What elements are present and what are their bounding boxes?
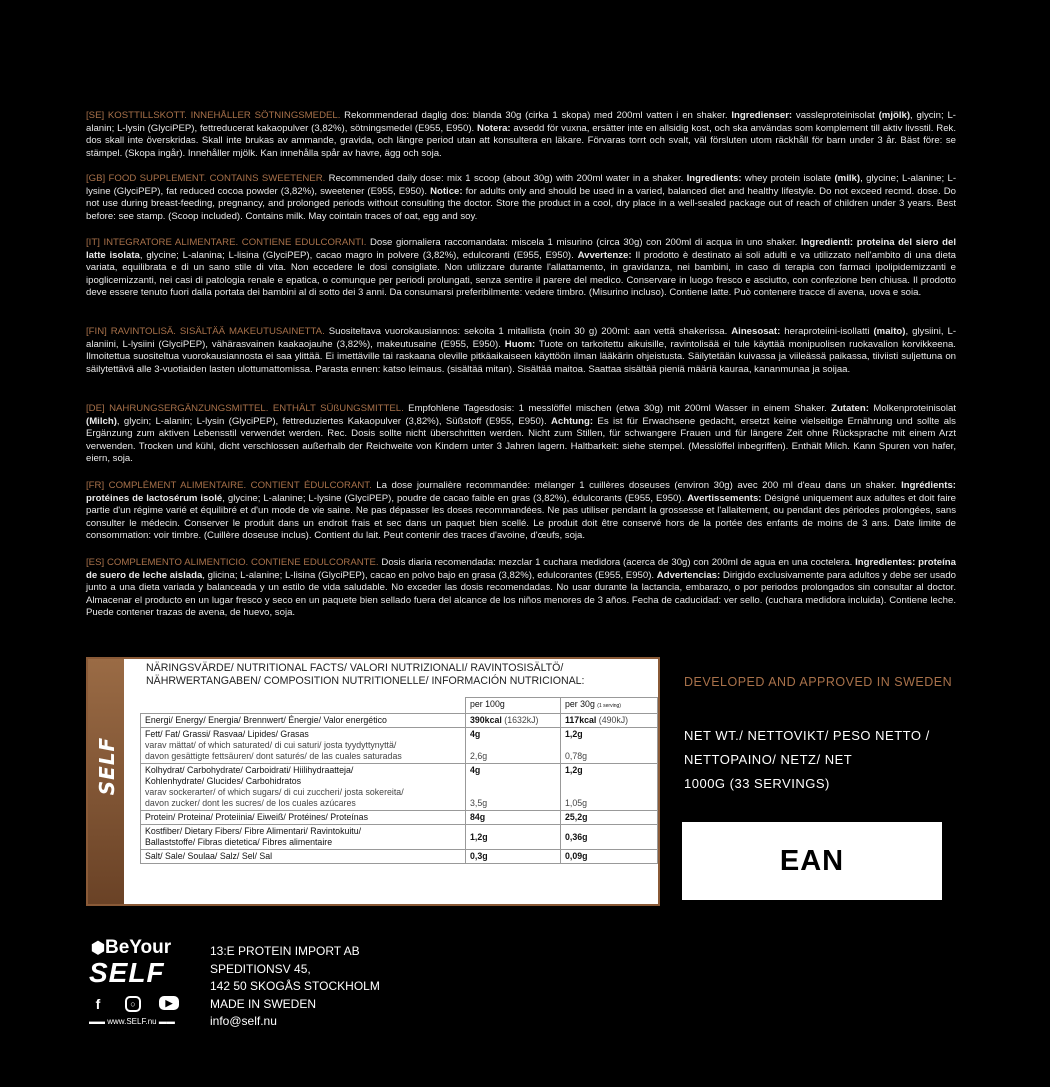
youtube-icon[interactable]: ▶ [159,996,179,1010]
net-weight-line2: NETTOPAINO/ NETZ/ NET [684,752,853,767]
carb-label-1: Kolhydrat/ Carbohydrate/ Carboidrati/ Hiilihydraatteja/ [145,765,354,775]
bold-text: (Milch) [86,415,117,427]
bold-text: Advertencias: [656,569,721,581]
paragraph-it [86,237,956,300]
beyour-logo: ⬢BeYour [91,937,172,958]
nutrition-heading-line1: NÄRINGSVÄRDE/ NUTRITIONAL FACTS/ VALORI NUTRIZIONALI/ RAVINTOSISÄLTÖ/ [146,662,564,674]
body-text: for adults only and should be used in a varied, balanced diet and healthy lifestyle. Do not exceed recmd. dose. Do not use during breast-feeding, pregnancy, and prolonged periods without consulting the doctor. Store the product in a cool, dry place in a well-sealed package out of reach of children under 3 years. Best before: see stamp. (Scoop included). Contains milk. May cointain traces of oat, egg and soy. [86,185,956,222]
fiber-label-1: Kostfiber/ Dietary Fibers/ Fibre Alimentari/ Ravintokuitu/ [145,826,362,836]
body-text: avsedd för vuxna, ersätter inte en allsidig kost, och ska användas som komplement till aktiv livsstil. Rek. dos skall inte överskridas. Skall inte brukas av ammande, gravida, och längre period utan att konsultera en läkare. Förvaras torrt och svalt, väl försluten utom räckhåll för barn under 3 år. Bäst före: se stämpel. (Skopa ingår). Innehåller mjölk. Kan innehålla spår av havre, ägg och soja. [86,122,956,159]
body-text: , glycin; L-alanin; L-lysin (GlyciPEP), fettreduziertes Kakaopulver (3,82%), Süßstoff (E955, E950). [116,415,551,427]
energy-30: 117kcal (490kJ) [561,714,658,728]
made-in-sweden: MADE IN SWEDEN [210,996,317,1011]
bold-text: Notera: [477,122,511,134]
protein-label: Protein/ Proteina/ Proteiinia/ Eiweiß/ Protéines/ Proteínas [141,811,466,825]
nutrition-facts-box [86,657,660,906]
body-text: Tuote on tarkoitettu aikuisille, ravintolisää ei tule käyttää monipuolisen ruokavalion korvikkeena. Ilmoitettua suositeltua vuorokausiannosta ei saa ylittää. Ei imettäville tai raskaana oleville pitkäaikaiseen käyttöön ilman lääkärin ohjeistusta. Säilytetään kuivassa ja viileässä paikassa, tiiviisti suljettuna on säilytettävä alle 3-vuotiaiden lasten ulottumattomissa. Parasta ennen: katso leimaus. (sisältää mitan). Sisältää maitoa. Saattaa sisältää pieniä määriä kauraa, kananmunaa ja soijaa. [86,338,956,375]
instagram-icon[interactable]: ○ [125,996,141,1012]
address-city: 142 50 SKOGÅS STOCKHOLM [210,979,380,993]
body-text: Dosis diaria recomendada: mezclar 1 cuchara medidora (acerca de 30g) con 200ml de agua en una coctelera. [378,557,856,568]
salt-100: 0,3g [466,850,561,864]
carb-30: 1,2g [565,765,583,775]
bold-text: Notice: [430,185,463,197]
bold-text: Ingredients: [686,173,742,184]
bold-text: Zutaten: [831,403,869,414]
table-header-row [141,698,658,714]
email-link[interactable]: info@self.nu [210,1014,277,1028]
bold-text: Ingredienser: [731,110,793,121]
body-text: , glysiini, L-alaniini, L-lysiini (GlyciPEP), vähärasvainen kaakaojauhe (3,82%), makeutusaine (E955, E950). [86,326,957,350]
bold-text: Ingrédients: protéines de lactosérum isolé [86,480,956,504]
col-per-30g: per 30g (1 serving) [561,698,658,714]
energy-100: 390kcal (1632kJ) [466,714,561,728]
paragraph-se [86,110,956,160]
facebook-icon[interactable]: f [95,996,101,1012]
paragraph-fin [86,326,956,376]
paragraph-heading: [GB] FOOD SUPPLEMENT. CONTAINS SWEETENER. [86,173,326,184]
bold-text: Ainesosat: [731,326,781,337]
paragraph-heading: [ES] COMPLEMENTO ALIMENTICIO. CONTIENE EDULCORANTE. [86,557,379,568]
body-text: , glycine; L-alanina; L-lisina (GlyciPEP), cacao magro in polvere (3,82%), edulcoranti (E955, E950). [139,249,578,261]
fiber-label-2: Ballaststoffe/ Fibras dietetica/ Fibres alimentaire [145,837,333,847]
paragraph-fr [86,480,956,543]
fat-label: Fett/ Fat/ Grassi/ Rasvaa/ Lipides/ Grasas [145,729,309,739]
paragraph-heading: [IT] INTEGRATORE ALIMENTARE. CONTIENE EDULCORANTI. [86,237,367,248]
table-row-salt [141,850,658,864]
bold-text: Huom: [504,338,536,350]
developed-in-sweden: DEVELOPED AND APPROVED IN SWEDEN [684,675,953,689]
body-text: Dose giornaliera raccomandata: miscela 1 misurino (circa 30g) con 200ml di acqua in uno shaker. [366,237,801,248]
salt-label: Salt/ Sale/ Soulaa/ Salz/ Sel/ Sal [141,850,466,864]
nutrition-heading-line2: NÄHRWERTANGABEN/ COMPOSITION NUTRITIONELLE/ INFORMACIÓN NUTRICIONAL: [146,675,585,687]
bold-text: (mjölk) [878,110,911,121]
address-street: SPEDITIONSV 45, [210,961,311,976]
company-address [210,943,380,1031]
body-text: whey protein isolate [741,173,835,184]
table-row-fiber [141,825,658,850]
net-weight-value: 1000G (33 SERVINGS) [684,776,830,791]
bold-text: Achtung: [550,415,594,427]
saturated-30: 0,78g [565,751,588,761]
bold-text: Ingredientes: proteína de suero de leche aislada [86,557,956,581]
nutrition-brand-strip [88,659,124,904]
fat-30: 1,2g [565,729,583,739]
protein-30: 25,2g [561,811,658,825]
nutrition-heading [146,662,585,688]
paragraph-heading: [SE] KOSTTILLSKOTT. INNEHÅLLER SÖTNINGSMEDEL. [86,110,341,121]
body-text: , glicina; L-alanine; L-lisina (GlyciPEP), cacao en polvo bajo en grasa (3,82%), edulcorantes (E955, E950). [202,569,657,581]
body-text: Empfohlene Tagesdosis: 1 messlöffel mischen (etwa 30g) mit 200ml Wasser in einem Shaker. [403,403,832,414]
saturated-100: 2,6g [470,751,488,761]
body-text: Il prodotto è destinato ai soli adulti e va utilizzato nell'ambito di una dieta variata, equilibrata e di un sano stile di vita. Non eccedere le dosi consigliate. Non utilizzare durante l'allattamento, in gravidanza, nei bambini, in caso di terapia con farmaci ipolipidemizzanti e ipoglicemizzanti, nei casi di patologia renale e epatica, o comunque per periodi prolungati, senza sentire il parere del medico. Conservare in luogo fresco e asciutto, con confezione ben chiusa. Il prodotto deve essere tenuto fuori dalla portata dei bambini al di sotto dei 3 anni. Da consumarsi preferibilmente: vedere timbro. (Misurino incluso). Contiene latte. Può contenere tracce di avena, uova e soia. [86,249,956,299]
net-weight-line1: NET WT./ NETTOVIKT/ PESO NETTO / [684,728,930,743]
bold-text: (maito) [873,326,906,337]
energy-label: Energi/ Energy/ Energia/ Brennwert/ Énergie/ Valor energético [141,714,466,728]
body-text: vassleproteinisolat [792,110,879,121]
body-text: Es ist für Erwachsene gedacht, ersetzt keine vielseitige Ernährung und sollte als Ergänzung zum aktiven Lebensstil verwendet werden. Rec. Dosis sollte nicht überschritten werden. Nicht zum Stillen, für schwangere Frauen und für längere Zeit ohne Rücksprache mit einem Arzt verwenden. Trocken und kühl, dicht verschlossen außerhalb der Reichweite von Kindern unter 3 Jahren lagern. Haltbarkeit: siehe stempel. (Messlöffel inbegriffen). Enthält Milch. Kann Spuren von hafer, eiern, soja. [86,415,956,465]
sugar-30: 1,05g [565,798,588,808]
self-brand-vertical: SELF [95,736,119,796]
saturated-label-2: davon gesättigte fettsäuren/ dont saturés/ de las cuales saturadas [145,751,402,761]
body-text: , glycin; L-alanin; L-lysin (GlyciPEP), fettreducerat kakaopulver (3,82%), sötningsmedel (E955, E950). [86,110,956,134]
paragraph-gb [86,173,956,223]
table-row-energy [141,714,658,728]
self-logo: SELF [89,957,165,988]
body-text: Dirigido exclusivamente para adultos y debe ser usado junto a una dieta variada y balanceada y un estilo de vida saludable. No exceder las dosis recomendadas. No usar durante la lactancia, embarazo, o por periodos prolongados sin consultar al doctor. Almacenar el producto en un lugar fresco y seco en un paquete bien sellado fuera del alcance de los niños menores de 3 años. Fecha de caducidad: ver sello. (cuchara medidora incluida). Contiene leche. Puede contener trazas de avena, de huevo, soja. [86,569,956,619]
net-weight-block [684,724,930,796]
fiber-30: 0,36g [561,825,658,850]
nutrition-table [140,697,658,864]
paragraph-de [86,403,956,466]
bold-text: Avvertenze: [577,249,632,261]
ean-barcode-box: EAN [682,822,942,900]
logo-ring-icon: ⬢ [91,940,105,957]
table-row-carbohydrate [141,764,658,811]
table-row-fat [141,728,658,764]
paragraph-es [86,557,956,620]
fat-100: 4g [470,729,481,739]
fiber-100: 1,2g [466,825,561,850]
body-text: Suositeltava vuorokausiannos: sekoita 1 mitallista (noin 30 g) 200ml: aan vettä shakerissa. [324,326,732,337]
bold-text: Ingredienti: proteina del siero del latte isolata [86,237,956,261]
body-text: , glycine; L-alanine; L-lysine (GlyciPEP), fat reduced cocoa powder (3,82%), sweetener (E955, E950). [86,173,957,197]
paragraph-heading: [FIN] RAVINTOLISÄ. SISÄLTÄÄ MAKEUTUSAINETTA. [86,326,325,337]
protein-100: 84g [466,811,561,825]
salt-30: 0,09g [561,850,658,864]
body-text: Molkenproteinisolat [868,403,956,414]
body-text: Désigné uniquement aux adultes et doit faire partie d'un régime varié et équilibré et d'un mode de vie saine. Ne pas dépasser les doses recommandées. Ne pas utiliser pendant la grossesse et l'allaitement, ou pendant des périodes prolongées, sans consulter le médecin. Conserver le produit dans un endroit frais et sec dans un paquet bien scellé. Le produit doit être conservé hors de la portée des enfants de moins de 3 ans. Date limite de consommation: voir timbre. (Cuillère doseuse inclus). Contient du lait. Peut contenir des traces d'avoine, d'œufs, soja. [86,492,956,542]
body-text: , glycine; L-alanine; L-lysine (GlyciPEP), poudre de cacao faible en gras (3,82%), édulcorants (E955, E950). [222,492,688,504]
body-text: La dose journalière recommandée: mélanger 1 cuillères doseuses (environ 30g) avec 200 ml d'eau dans un shaker. [371,480,902,491]
carb-100: 4g [470,765,481,775]
website-link[interactable]: ▬▬ www.SELF.nu ▬▬ [89,1017,175,1026]
paragraph-heading: [DE] NAHRUNGSERGÄNZUNGSMITTEL. ENTHÄLT SÜßUNGSMITTEL. [86,403,404,414]
saturated-label-1: varav mättat/ of which saturated/ di cui saturi/ josta tyydyttynyttä/ [145,740,397,750]
social-icons [89,996,189,1012]
sugar-label-1: varav sockerarter/ of which sugars/ di cui zuccheri/ josta sokereita/ [145,787,404,797]
bold-text: (milk) [834,173,861,184]
col-per-100g: per 100g [466,698,561,714]
paragraph-heading: [FR] COMPLÉMENT ALIMENTAIRE. CONTIENT ÉDULCORANT. [86,480,372,491]
carb-label-2: Kohlenhydrate/ Glucides/ Carbohidratos [145,776,301,786]
bold-text: Avertissements: [687,492,762,504]
table-row-protein [141,811,658,825]
sugar-100: 3,5g [470,798,488,808]
sugar-label-2: davon zucker/ dont les sucres/ de los cuales azúcares [145,798,356,808]
body-text: Rekommenderad daglig dos: blanda 30g (cirka 1 skopa) med 200ml vatten i en shaker. [340,110,732,121]
body-text: heraproteiini-isollatti [780,326,874,337]
company-name: 13:E PROTEIN IMPORT AB [210,944,360,958]
body-text: Recommended daily dose: mix 1 scoop (about 30g) with 200ml water in a shaker. [325,173,687,184]
